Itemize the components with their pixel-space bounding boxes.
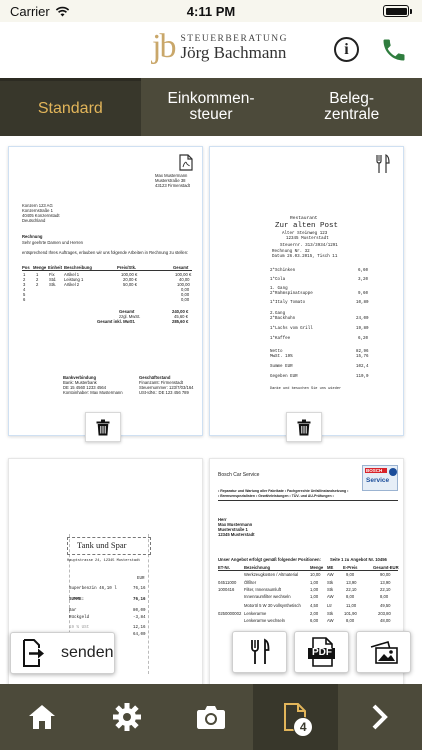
invoice-cell: Artikel 2 [64, 282, 80, 287]
invoice-footer-bank-title: Bankverbindung [63, 375, 97, 380]
gear-icon [112, 702, 142, 732]
service-cell: 49,50 [380, 603, 391, 608]
nav-settings[interactable] [84, 684, 168, 750]
bottom-navigation [0, 684, 422, 750]
invoice-cell: 2 [23, 277, 26, 282]
service-cell: 13,90 [346, 580, 357, 585]
service-cell: Stk [327, 611, 334, 616]
pdf-file-icon [179, 154, 193, 171]
invoice-footer-tax-title: Geschäftsstand [139, 375, 171, 380]
service-cell: 8,00 [380, 594, 389, 599]
invoice-footer-tax-3: USt-IdNr.: DE 123 456 789 [139, 390, 189, 395]
shop-line-value: 12,16 [133, 626, 146, 630]
receipt-line-label: 2.Gang [270, 312, 286, 316]
shop-address: Hauptstrasse 24, 12345 Musterstadt [67, 559, 141, 563]
receipt-line-value: 9,60 [358, 292, 369, 296]
service-cell: Stk [327, 580, 334, 585]
receipt-line-value: 3,20 [358, 278, 369, 282]
trash-icon [96, 419, 110, 436]
receipt-line-value: 110,0 [356, 375, 369, 379]
shop-name: Tank und Spar [77, 540, 127, 550]
shop-line-label: Superbenzin 46,10 l [69, 587, 117, 591]
pdf-import-button[interactable] [294, 631, 349, 673]
receipt-line-label: 1*Italy Tomato [270, 301, 306, 305]
logo-subtitle: STEUERBERATUNG [180, 34, 289, 44]
invoice-cell: 2 [36, 282, 39, 287]
service-cell: 1,00 [310, 580, 319, 585]
info-icon: i [344, 40, 349, 58]
trash-icon [297, 419, 311, 436]
service-cell: 22,10 [380, 587, 391, 592]
nav-camera[interactable] [169, 684, 253, 750]
service-cell: 0250000002 [218, 611, 242, 616]
app-header [0, 22, 422, 78]
invoice-footer-bank-3: Kontoinhaber: Max Mustermann [63, 390, 123, 395]
invoice-sender-1: Max Mustermann [155, 173, 188, 178]
shop-line-value: -3,84 [133, 616, 146, 620]
receipt-line-value: 6,20 [358, 337, 369, 341]
shop-line-value: 80,00 [133, 609, 146, 613]
document-card-invoice[interactable] [8, 146, 203, 436]
service-rule [218, 500, 398, 501]
logo-circle [389, 468, 397, 476]
delete-button-restaurant-receipt[interactable] [286, 412, 322, 442]
invoice-cell: 100,00 [177, 282, 190, 287]
invoice-col-pos: Pos [22, 265, 30, 270]
service-cell: Stk [327, 587, 334, 592]
invoice-table-rule [22, 270, 192, 271]
invoice-gross-value: 285,60 € [172, 319, 189, 324]
service-recipient-1: Herr [218, 517, 227, 522]
receipt-line-label: MwSt. 19% [270, 355, 293, 359]
invoice-cell: Artikel 1 [64, 272, 80, 277]
invoice-col-preis: Preis/Stk. [117, 265, 137, 270]
tab-einkommensteuer-label: Einkommen- steuer [167, 90, 255, 123]
service-cell: 6,00 [310, 618, 319, 623]
receipt-line-label: 1. Gang [270, 287, 288, 291]
category-tabs [0, 78, 422, 136]
invoice-recipient-4: Deutschland [22, 218, 46, 223]
receipt-line-label: Gegeben EUR [270, 375, 298, 379]
service-cell: 48,00 [380, 618, 391, 623]
invoice-heading: Rechnung [22, 234, 43, 239]
receipt-info-1: Rechnung Nr. 32 [272, 250, 310, 254]
receipt-line-value: 6,60 [358, 269, 369, 273]
service-col: ET-Nr. [218, 565, 231, 570]
info-button[interactable] [334, 37, 359, 62]
send-button[interactable] [10, 632, 115, 674]
images-icon [369, 639, 399, 665]
invoice-cell: 1 [23, 272, 26, 277]
shop-line-label: Rückgeld [69, 616, 90, 620]
invoice-footer-tax-1: Finanzamt: Firmenstadt [139, 380, 183, 385]
logo-line-1: BOSCH [366, 468, 383, 473]
receipt-thanks: Danke und besuchen Sie uns wieder [270, 387, 342, 391]
receipt-label: Restaurant [290, 216, 318, 221]
service-cell: Ltr [327, 603, 332, 608]
restaurant-icon [376, 154, 390, 174]
service-cell: Innenraumfilter wechseln [244, 594, 291, 599]
tab-standard-label: Standard [37, 99, 103, 117]
service-cell: 1,00 [310, 587, 319, 592]
restaurant-receipt-button[interactable] [232, 631, 287, 673]
service-cell: AW [327, 594, 334, 599]
image-import-button[interactable] [356, 631, 411, 673]
invoice-cell: 4 [23, 287, 26, 292]
service-tagline-1: • Reparatur und Wartung aller Fabrikate • Fachgerechte Unfallinstandsetzung • [218, 489, 349, 493]
invoice-cell: 2 [36, 277, 39, 282]
send-document-icon [21, 638, 47, 668]
receipt-line-label: 2*Backhuhn [270, 317, 296, 321]
shop-line-value: 76,16 [133, 598, 146, 602]
invoice-cell: Stk. [49, 282, 57, 287]
service-cell: AW [327, 618, 334, 623]
service-col: Bezeichnung [244, 565, 271, 570]
tab-belegzentrale[interactable] [281, 78, 422, 136]
nav-documents[interactable] [253, 684, 337, 750]
battery-icon [383, 5, 409, 17]
camera-icon [196, 704, 226, 730]
service-cell: 22,10 [346, 587, 357, 592]
receipt-line-label: 1*Cola [270, 278, 286, 282]
invoice-vat-label: zzgl. MwSt. [119, 314, 141, 319]
document-card-restaurant-receipt[interactable] [209, 146, 404, 436]
invoice-cell: 0,00 [181, 297, 190, 302]
service-recipient-2: Max Mustermann [218, 522, 253, 527]
receipt-tax: Steuernr. 313/3934/1291 [280, 244, 338, 248]
receipt-line-value: 82,96 [356, 350, 369, 354]
service-col: ME [327, 565, 334, 570]
service-cell: Motoröl 5 W 30 vollsynthetisch [244, 603, 301, 608]
service-offer-heading: Unser Angebot erfolgt gemäß folgender Positionen: [218, 557, 321, 562]
invoice-recipient-3: 40405 Konzernstadt [22, 213, 60, 218]
receipt-line-value: 10,80 [356, 301, 369, 305]
service-col: Menge [310, 565, 324, 570]
invoice-gross-label: Gesamt inkl. MwSt. [97, 319, 136, 324]
receipt-line-label: 1*Kaffee [270, 337, 291, 341]
invoice-recipient-2: Konzernstraße 1 [22, 208, 53, 213]
invoice-cell: 20,00 € [123, 277, 137, 282]
invoice-recipient-1: Konzern 123 AG [22, 203, 53, 208]
invoice-sender-3: 43123 Firmenstadt [155, 183, 190, 188]
service-cell: Filter, Innenraumluft [244, 587, 282, 592]
invoice-cell: 100,00 € [121, 272, 138, 277]
carrier-label: Carrier [10, 3, 50, 19]
invoice-cell: 0,00 [181, 292, 190, 297]
service-cell: Werkzeugkosten / Altmaterial [244, 572, 299, 577]
service-col: Gesamt-EUR [373, 565, 399, 570]
service-cell: 1,00 [310, 594, 319, 599]
company-logo [152, 30, 288, 64]
fork-knife-icon [250, 638, 270, 666]
invoice-sender-2: Musterstraße 38 [155, 178, 186, 183]
invoice-footer-bank-1: Bank: Musterbank [63, 380, 97, 385]
receipt-info-2: Datum 26.03.2015, Tisch 11 [272, 255, 338, 259]
pdf-label: PDF [312, 647, 332, 658]
service-cell: 101,90 [344, 611, 357, 616]
logo-name: Jörg Bachmann [180, 43, 287, 62]
bosch-service-logo [362, 465, 398, 491]
service-page: Seite 1 zu Angebot Nr. 10456 [330, 557, 387, 562]
document-count-badge: 4 [293, 717, 313, 737]
service-cell: Lenkerarme wechseln [244, 618, 285, 623]
receipt-line-value: 19,80 [356, 327, 369, 331]
document-grid [0, 136, 422, 684]
shop-line-label: Bar [69, 609, 77, 613]
receipt-line-value: 24,00 [356, 317, 369, 321]
service-cell: 11,00 [346, 603, 357, 608]
invoice-cell: Leistung 1 [64, 277, 84, 282]
shop-line-label: SUMME: [69, 598, 85, 602]
invoice-vat-value: 45,60 € [174, 314, 188, 319]
battery-indicator [383, 5, 412, 17]
receipt-address-1: Alter Steinweg 123 [282, 232, 328, 236]
service-cell: 10,00 [310, 572, 321, 577]
logo-mark: jb [152, 28, 175, 65]
invoice-col-menge: Menge [33, 265, 47, 270]
service-tagline-2: • Bremsenspezialisten • Gewährleistungen • TÜV- und AU-Prüfungen • [218, 494, 334, 498]
send-label: senden [61, 644, 114, 661]
invoice-total-label: Gesamt [119, 309, 135, 314]
service-cell: AW [327, 572, 334, 577]
invoice-col-beschreibung: Beschreibung [64, 265, 92, 270]
receipt-line-label: 1*Lachs vom Grill [270, 327, 313, 331]
shop-line-value: 76,16 [133, 587, 146, 591]
receipt-line-label: Netto [270, 350, 283, 354]
service-cell: 90,00 [380, 572, 391, 577]
service-recipient-4: 12345 Musterstadt [218, 532, 255, 537]
receipt-line-label: Summe EUR [270, 365, 293, 369]
invoice-cell: Fix [49, 272, 55, 277]
status-bar [0, 0, 422, 22]
receipt-line-label: 2*Rahmspinatsuppe [270, 292, 313, 296]
invoice-cell: 40,00 [179, 277, 190, 282]
service-cell: 9,00 [346, 572, 355, 577]
receipt-line-value: 15,76 [356, 355, 369, 359]
service-col: E-Preis [343, 565, 358, 570]
invoice-intro: entsprechend Ihres Auftrages, erlauben wir uns folgende Arbeiten in Rechnung zu stellen: [22, 250, 189, 255]
service-cell: 04511000 [218, 580, 237, 585]
service-cell: 8,00 [346, 618, 355, 623]
service-cell: Ölfilter [244, 580, 257, 585]
phone-icon[interactable] [380, 36, 408, 64]
service-cell: 1000416 [218, 587, 235, 592]
service-cell: 203,80 [378, 611, 391, 616]
service-title: Bosch Car Service [218, 472, 260, 478]
invoice-cell: 0,00 [181, 287, 190, 292]
tab-einkommensteuer[interactable] [141, 78, 282, 136]
shop-line-label: 19 % USt [69, 626, 90, 630]
service-recipient-3: Musterstraße 1 [218, 527, 248, 532]
service-cell: Lenkerarme [244, 611, 267, 616]
invoice-cell: 100,00 € [175, 272, 192, 277]
home-icon [27, 703, 57, 731]
service-cell: 2,00 [310, 611, 319, 616]
invoice-col-gesamt: Gesamt [173, 265, 189, 270]
logo-line-2: Service [366, 477, 390, 484]
shop-line-value: 64,00 [133, 633, 146, 637]
service-table-rule [218, 570, 398, 571]
tab-belegzentrale-label: Beleg- zentrale [324, 90, 380, 123]
tab-standard[interactable] [0, 78, 141, 136]
invoice-cell: 50,00 € [123, 282, 137, 287]
logo-text [180, 34, 288, 62]
clock: 4:11 PM [186, 3, 236, 19]
invoice-salutation: Sehr geehrte Damen und Herren [22, 240, 83, 245]
service-cell: 13,90 [380, 580, 391, 585]
receipt-address-2: 12345 Musterstadt [286, 237, 329, 241]
invoice-footer-bank-2: DE 15 4560 1233 4564 [63, 385, 107, 390]
receipt-line-value: 102,4 [356, 365, 369, 369]
invoice-cell: 5 [23, 292, 26, 297]
chevron-right-icon [371, 703, 389, 731]
delete-button-invoice[interactable] [85, 412, 121, 442]
invoice-cell: 3 [23, 282, 26, 287]
invoice-cell: 1 [36, 272, 39, 277]
receipt-line-label: 2*Schinken [270, 269, 296, 273]
invoice-cell: Std. [49, 277, 57, 282]
invoice-cell: 6 [23, 297, 26, 302]
service-cell: 4,50 [310, 603, 319, 608]
nav-next[interactable] [338, 684, 422, 750]
shop-currency: EUR [137, 577, 145, 581]
invoice-total-value: 240,00 € [172, 309, 189, 314]
invoice-col-einheit: Einheit [48, 265, 62, 270]
nav-home[interactable] [0, 684, 84, 750]
receipt-restaurant-name: Zur alten Post [275, 222, 339, 230]
service-cell: 8,00 [346, 594, 355, 599]
invoice-footer-tax-2: Steuernummer: 123/7/03/164 [139, 385, 194, 390]
